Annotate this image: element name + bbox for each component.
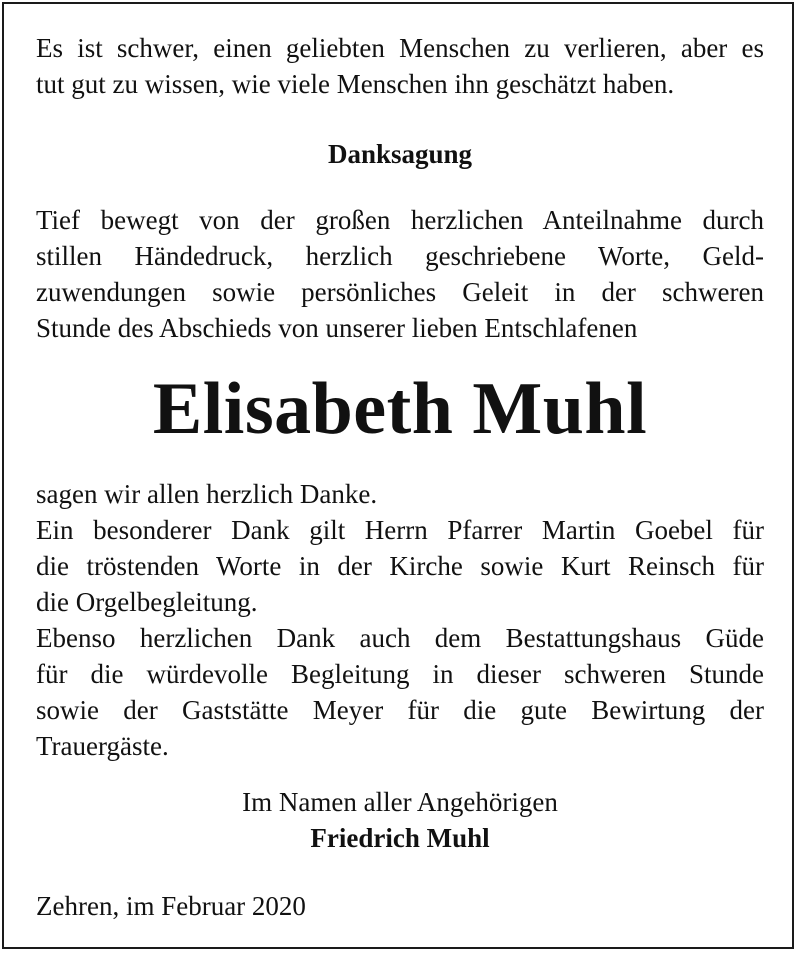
body-line: Ein besonderer Dank gilt Herrn Pfarrer Martin Goebel für (36, 515, 764, 545)
body-line: für die würdevolle Begleitung in dieser schweren Stunde (36, 659, 764, 689)
body-line: Trauergäste. (36, 731, 169, 761)
intro-line: tut gut zu wissen, wie viele Menschen ihn geschätzt haben. (36, 69, 675, 99)
signature-line: Im Namen aller Angehörigen (242, 787, 558, 817)
intro-quote (36, 30, 764, 102)
signature-name: Friedrich Muhl (310, 823, 490, 853)
thanks-line: zuwendungen sowie persönliches Geleit in der schweren (36, 277, 764, 307)
body-line: die Orgelbegleitung. (36, 587, 258, 617)
body-line: sagen wir allen herzlich Danke. (36, 479, 378, 509)
thanks-line: Stunde des Abschieds von unserer lieben Entschlafenen (36, 313, 638, 343)
intro-line: Es ist schwer, einen geliebten Menschen zu verlieren, aber es (36, 33, 764, 63)
place-date: Zehren, im Februar 2020 (36, 891, 306, 921)
signature-block (36, 784, 764, 856)
body-line: die tröstenden Worte in der Kirche sowie Kurt Reinsch für (36, 551, 764, 581)
deceased-name: Elisabeth Muhl (152, 368, 648, 450)
body-line: sowie der Gaststätte Meyer für die gute Bewirtung der (36, 695, 764, 725)
thanks-line: stillen Händedruck, herzlich geschriebene Worte, Geld- (36, 241, 764, 271)
heading-danksagung: Danksagung (327, 139, 473, 169)
thanks-paragraph (36, 202, 764, 346)
body-paragraph (36, 476, 764, 764)
thanks-line: Tief bewegt von der großen herzlichen Anteilnahme durch (36, 205, 764, 235)
body-line: Ebenso herzlichen Dank auch dem Bestattungshaus Güde (36, 623, 764, 653)
